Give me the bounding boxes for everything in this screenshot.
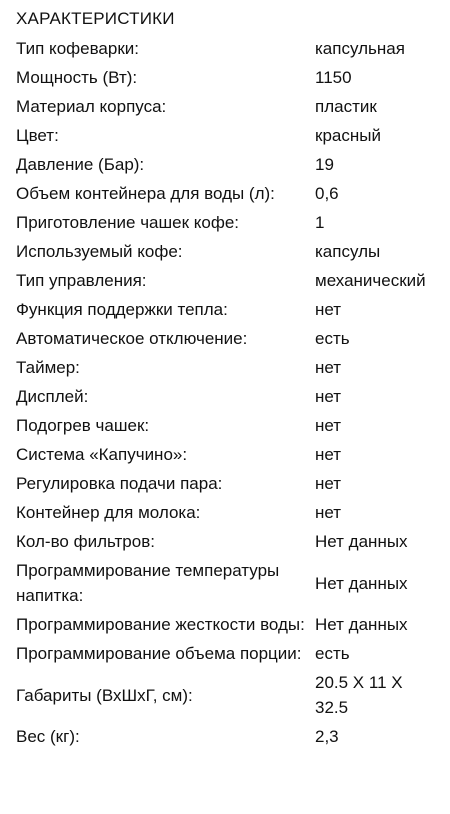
spec-row-filters-count — [16, 527, 440, 556]
spec-label: Мощность (Вт): — [16, 68, 138, 87]
spec-label: Программирование температуры напитка: — [16, 561, 280, 605]
spec-label: Подогрев чашек: — [16, 416, 150, 435]
spec-label: Материал корпуса: — [16, 97, 167, 116]
spec-value: есть — [315, 644, 350, 663]
spec-row-coffee-maker-type — [16, 34, 440, 63]
spec-label: Используемый кофе: — [16, 242, 183, 261]
spec-row-auto-off — [16, 324, 440, 353]
spec-row-coffee-used — [16, 237, 440, 266]
spec-value: 2,3 — [315, 727, 339, 746]
spec-label: Тип управления: — [16, 271, 147, 290]
spec-value: нет — [315, 503, 342, 522]
spec-row-power — [16, 63, 440, 92]
spec-value: 1150 — [315, 68, 352, 87]
spec-label: Функция поддержки тепла: — [16, 300, 228, 319]
spec-label: Приготовление чашек кофе: — [16, 213, 240, 232]
spec-row-milk-container — [16, 498, 440, 527]
spec-label: Давление (Бар): — [16, 155, 145, 174]
spec-row-timer — [16, 353, 440, 382]
spec-value: 0,6 — [315, 184, 339, 203]
spec-value: красный — [315, 126, 381, 145]
spec-label: Программирование жесткости воды: — [16, 615, 305, 634]
spec-label: Контейнер для молока: — [16, 503, 201, 522]
spec-label: Автоматическое отключение: — [16, 329, 248, 348]
spec-label: Габариты (ВхШхГ, см): — [16, 685, 193, 705]
spec-row-weight — [16, 722, 440, 751]
spec-value: 1 — [315, 213, 325, 232]
spec-row-body-material — [16, 92, 440, 121]
spec-value: Нет данных — [315, 532, 408, 551]
spec-label: Вес (кг): — [16, 727, 80, 746]
spec-label: Тип кофеварки: — [16, 39, 139, 58]
spec-row-portion-volume-programming — [16, 639, 440, 668]
spec-label: Кол-во фильтров: — [16, 532, 155, 551]
spec-value: капсульная — [315, 39, 405, 58]
spec-value: механический — [315, 271, 426, 290]
spec-value: нет — [315, 445, 342, 464]
spec-value: капсулы — [315, 242, 381, 261]
spec-row-color — [16, 121, 440, 150]
spec-label: Дисплей: — [16, 387, 89, 406]
spec-value: пластик — [315, 97, 377, 116]
spec-row-dimensions — [16, 668, 440, 722]
spec-row-display — [16, 382, 440, 411]
spec-label: Программирование объема порции: — [16, 644, 302, 663]
spec-value: нет — [315, 387, 342, 406]
spec-value: 19 — [315, 155, 334, 174]
spec-value: есть — [315, 329, 350, 348]
spec-value: Нет данных — [315, 615, 408, 634]
spec-row-keep-warm — [16, 295, 440, 324]
specs-list — [16, 34, 440, 751]
spec-row-cup-warming — [16, 411, 440, 440]
spec-value: нет — [315, 416, 342, 435]
spec-row-drink-temperature-programming — [16, 556, 440, 610]
spec-label: Система «Капучино»: — [16, 445, 188, 464]
spec-row-cups-prepared — [16, 208, 440, 237]
spec-value: нет — [315, 358, 342, 377]
spec-label: Регулировка подачи пара: — [16, 474, 223, 493]
spec-label: Цвет: — [16, 126, 59, 145]
spec-label: Объем контейнера для воды (л): — [16, 184, 275, 203]
spec-row-cappuccino-system — [16, 440, 440, 469]
spec-row-steam-control — [16, 469, 440, 498]
spec-row-control-type — [16, 266, 440, 295]
spec-value: нет — [315, 474, 342, 493]
spec-label: Таймер: — [16, 358, 80, 377]
spec-value: 20.5 Х 11 Х 32.5 — [315, 673, 403, 717]
spec-value: Нет данных — [315, 573, 408, 593]
spec-row-pressure — [16, 150, 440, 179]
spec-value: нет — [315, 300, 342, 319]
spec-row-water-tank-volume — [16, 179, 440, 208]
section-title: ХАРАКТЕРИСТИКИ — [16, 9, 175, 28]
spec-row-water-hardness-programming — [16, 610, 440, 639]
